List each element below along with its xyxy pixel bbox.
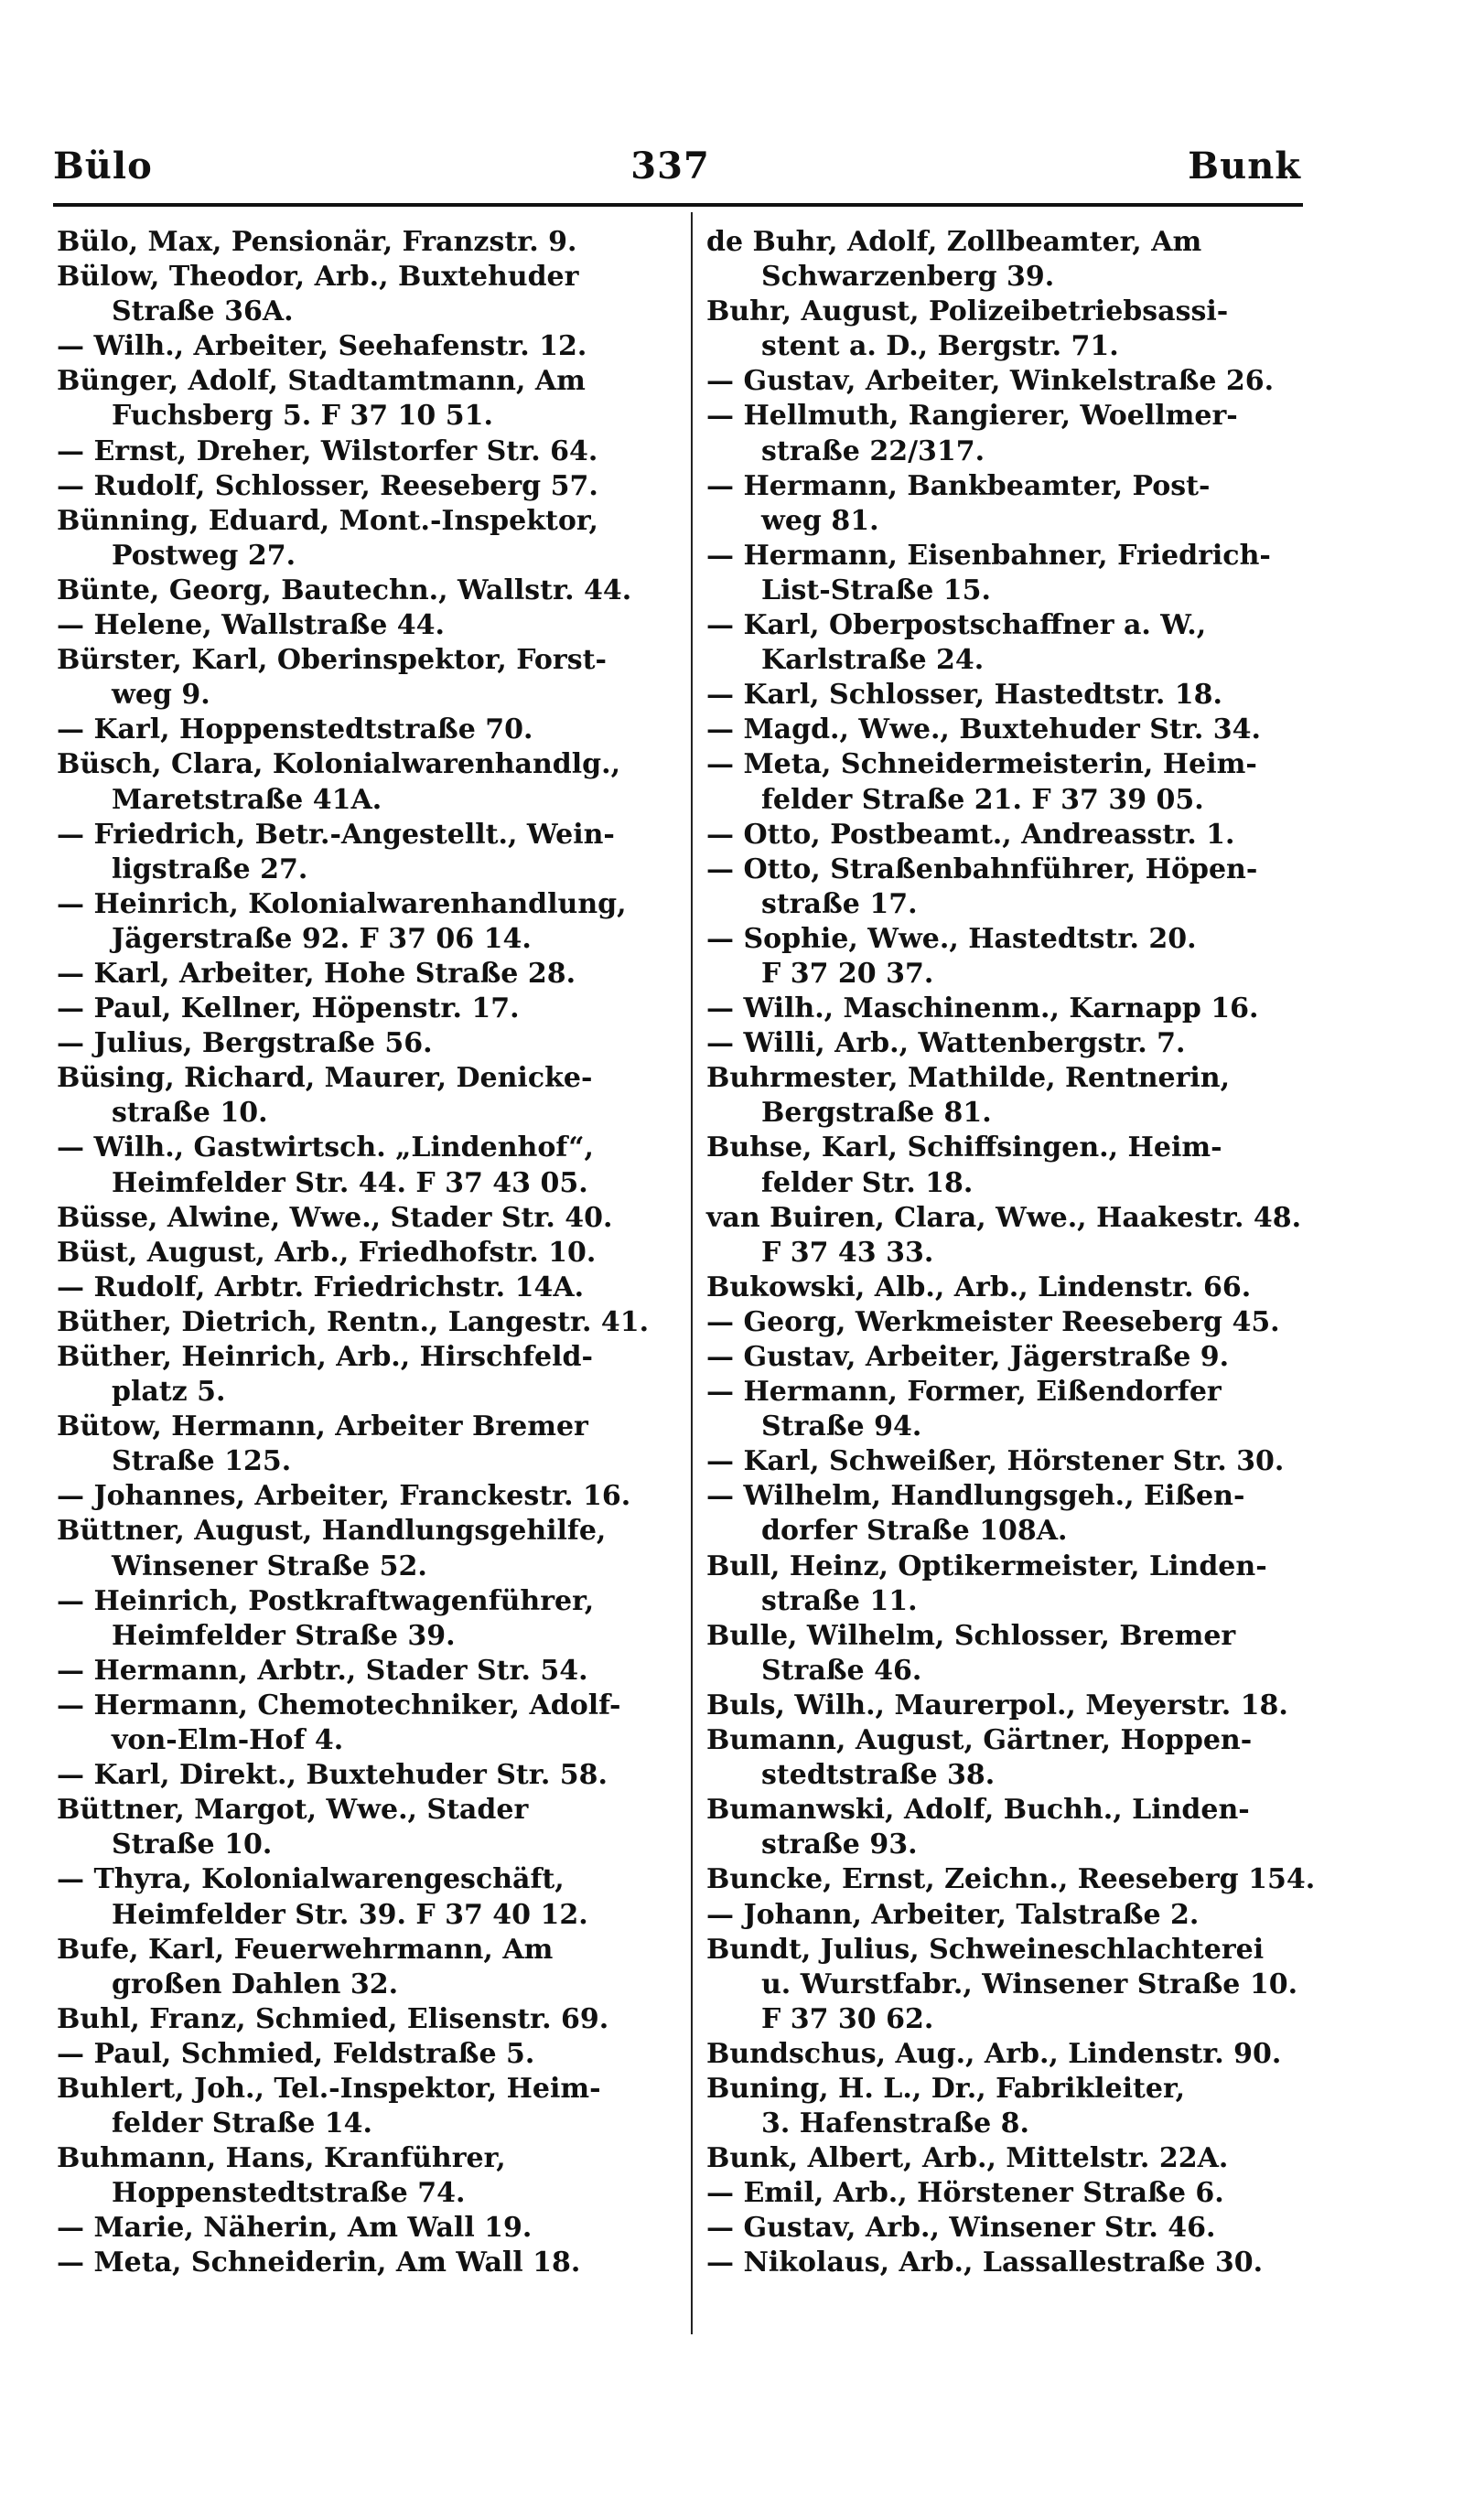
directory-entry-line: Büsing, Richard, Maurer, Denicke- (57, 1062, 593, 1095)
entry-continuation-line: Straße 46. (761, 1654, 922, 1687)
directory-entry-line: Bumann, August, Gärtner, Hoppen- (706, 1724, 1253, 1757)
directory-entry-line: — Wilh., Maschinenm., Karnapp 16. (706, 992, 1259, 1025)
directory-entry-line: — Sophie, Wwe., Hastedtstr. 20. (706, 922, 1197, 955)
directory-entry-line: — Magd., Wwe., Buxtehuder Str. 34. (706, 713, 1261, 746)
directory-entry-line: — Nikolaus, Arb., Lassallestraße 30. (706, 2247, 1264, 2279)
directory-entry-line: Bundschus, Aug., Arb., Lindenstr. 90. (706, 2037, 1282, 2070)
directory-entry-line: — Karl, Schlosser, Hastedtstr. 18. (706, 679, 1222, 712)
left-column (57, 225, 684, 2281)
directory-entry-line: Buhl, Franz, Schmied, Elisenstr. 69. (57, 2002, 609, 2035)
running-head-left: Bülo (53, 145, 153, 188)
directory-entry-line: van Buiren, Clara, Wwe., Haakestr. 48. (706, 1201, 1302, 1234)
entry-continuation-line: Heimfelder Straße 39. (112, 1619, 456, 1652)
directory-entry-line: — Wilh., Gastwirtsch. „Lindenhof“, (57, 1131, 594, 1164)
entry-continuation-line: 3. Hafenstraße 8. (761, 2107, 1029, 2140)
directory-entry-line: — Heinrich, Kolonialwarenhandlung, (57, 887, 627, 920)
directory-entry-line: — Johann, Arbeiter, Talstraße 2. (706, 1898, 1200, 1931)
entry-continuation-line: felder Straße 14. (112, 2107, 372, 2140)
directory-entry-line: Bünger, Adolf, Stadtamtmann, Am (57, 365, 586, 398)
directory-entry-line: Büttner, Margot, Wwe., Stader (57, 1794, 529, 1827)
directory-entry-line: Bull, Heinz, Optikermeister, Linden- (706, 1550, 1267, 1582)
directory-entry-line: Buls, Wilh., Maurerpol., Meyerstr. 18. (706, 1689, 1288, 1721)
directory-entry-line: — Karl, Oberpostschaffner a. W., (706, 609, 1207, 642)
entry-continuation-line: stedtstraße 38. (761, 1759, 996, 1792)
directory-entry-line: — Johannes, Arbeiter, Franckestr. 16. (57, 1480, 631, 1513)
entry-continuation-line: straße 22/317. (761, 434, 985, 467)
entry-continuation-line: straße 11. (761, 1584, 918, 1617)
directory-entry-line: Büther, Heinrich, Arb., Hirschfeld- (57, 1341, 593, 1373)
directory-entry-line: — Otto, Postbeamt., Andreasstr. 1. (706, 818, 1235, 851)
directory-entry-line: Bukowski, Alb., Arb., Lindenstr. 66. (706, 1271, 1252, 1303)
directory-entry-line: Bülo, Max, Pensionär, Franzstr. 9. (57, 226, 577, 258)
entry-continuation-line: ligstraße 27. (112, 853, 308, 885)
entry-continuation-line: straße 10. (112, 1097, 268, 1130)
directory-entry-line: de Buhr, Adolf, Zollbeamter, Am (706, 226, 1202, 258)
directory-entry-line: Buhrmester, Mathilde, Rentnerin, (706, 1062, 1231, 1095)
directory-entry-line: Bünning, Eduard, Mont.-Inspektor, (57, 504, 598, 537)
entry-continuation-line: Heimfelder Str. 39. F 37 40 12. (112, 1898, 588, 1931)
directory-entry-line: Büttner, August, Handlungsgehilfe, (57, 1515, 607, 1548)
directory-entry-line: — Paul, Schmied, Feldstraße 5. (57, 2037, 535, 2070)
directory-entry-line: — Karl, Schweißer, Hörstener Str. 30. (706, 1445, 1285, 1478)
entry-continuation-line: felder Str. 18. (761, 1166, 974, 1199)
directory-entry-line: Buhr, August, Polizeibetriebsassi- (706, 295, 1229, 328)
entry-continuation-line: Straße 94. (761, 1410, 922, 1443)
entry-continuation-line: straße 17. (761, 887, 918, 920)
entry-continuation-line: platz 5. (112, 1376, 226, 1409)
directory-entry-line: Büsch, Clara, Kolonialwarenhandlg., (57, 748, 621, 781)
directory-entry-line: — Hermann, Bankbeamter, Post- (706, 469, 1211, 502)
entry-continuation-line: weg 81. (761, 504, 879, 537)
directory-entry-line: Bürster, Karl, Oberinspektor, Forst- (57, 644, 607, 677)
directory-entry-line: — Karl, Hoppenstedtstraße 70. (57, 713, 533, 746)
column-divider (691, 212, 693, 2334)
directory-entry-line: — Georg, Werkmeister Reeseberg 45. (706, 1305, 1280, 1338)
directory-entry-line: — Gustav, Arbeiter, Jägerstraße 9. (706, 1341, 1230, 1373)
entry-continuation-line: Straße 10. (112, 1828, 273, 1861)
page-number: 337 (630, 145, 710, 188)
directory-entry-line: Bulle, Wilhelm, Schlosser, Bremer (706, 1619, 1236, 1652)
directory-entry-line: — Marie, Näherin, Am Wall 19. (57, 2212, 533, 2245)
directory-entry-line: Buhmann, Hans, Kranführer, (57, 2142, 506, 2175)
directory-entry-line: Bundt, Julius, Schweineschlachterei (706, 1933, 1265, 1966)
directory-entry-line: — Willi, Arb., Wattenbergstr. 7. (706, 1027, 1186, 1060)
directory-entry-line: — Ernst, Dreher, Wilstorfer Str. 64. (57, 434, 598, 467)
entry-continuation-line: F 37 43 33. (761, 1236, 934, 1269)
directory-entry-line: — Meta, Schneidermeisterin, Heim- (706, 748, 1257, 781)
directory-entry-line: — Hermann, Chemotechniker, Adolf- (57, 1689, 621, 1721)
entry-continuation-line: F 37 20 37. (761, 957, 934, 990)
directory-entry-line: Buhlert, Joh., Tel.-Inspektor, Heim- (57, 2072, 601, 2105)
directory-entry-line: — Hellmuth, Rangierer, Woellmer- (706, 400, 1238, 433)
directory-entry-line: — Meta, Schneiderin, Am Wall 18. (57, 2247, 581, 2279)
entry-continuation-line: Karlstraße 24. (761, 644, 985, 677)
directory-entry-line: — Karl, Arbeiter, Hohe Straße 28. (57, 957, 576, 990)
entry-continuation-line: stent a. D., Bergstr. 71. (761, 330, 1119, 363)
entry-continuation-line: von-Elm-Hof 4. (112, 1724, 344, 1757)
entry-continuation-line: Winsener Straße 52. (112, 1550, 427, 1582)
entry-continuation-line: Hoppenstedtstraße 74. (112, 2177, 466, 2210)
directory-entry-line: — Friedrich, Betr.-Angestellt., Wein- (57, 818, 615, 851)
right-column (706, 225, 1333, 2281)
entry-continuation-line: Straße 125. (112, 1445, 292, 1478)
directory-entry-line: — Otto, Straßenbahnführer, Höpen- (706, 853, 1258, 885)
entry-continuation-line: u. Wurstfabr., Winsener Straße 10. (761, 1968, 1298, 2000)
entry-continuation-line: dorfer Straße 108A. (761, 1515, 1068, 1548)
running-head-right: Bunk (1188, 145, 1301, 188)
directory-entry-line: — Emil, Arb., Hörstener Straße 6. (706, 2177, 1224, 2210)
entry-continuation-line: Bergstraße 81. (761, 1097, 992, 1130)
entry-continuation-line: weg 9. (112, 679, 210, 712)
directory-entry-line: — Gustav, Arbeiter, Winkelstraße 26. (706, 365, 1275, 398)
directory-entry-line: — Hermann, Arbtr., Stader Str. 54. (57, 1654, 588, 1687)
directory-entry-line: Bünte, Georg, Bautechn., Wallstr. 44. (57, 574, 632, 606)
entry-continuation-line: Jägerstraße 92. F 37 06 14. (112, 922, 532, 955)
directory-entry-line: Buhse, Karl, Schiffsingen., Heim- (706, 1131, 1222, 1164)
directory-entry-line: — Paul, Kellner, Höpenstr. 17. (57, 992, 520, 1025)
entry-continuation-line: Maretstraße 41A. (112, 783, 382, 816)
entry-continuation-line: großen Dahlen 32. (112, 1968, 399, 2000)
directory-entry-line: — Heinrich, Postkraftwagenführer, (57, 1584, 595, 1617)
directory-entry-line: Bunk, Albert, Arb., Mittelstr. 22A. (706, 2142, 1229, 2175)
directory-entry-line: — Thyra, Kolonialwarengeschäft, (57, 1863, 565, 1896)
directory-entry-line: — Karl, Direkt., Buxtehuder Str. 58. (57, 1759, 608, 1792)
directory-entry-line: — Helene, Wallstraße 44. (57, 609, 445, 642)
entry-continuation-line: straße 93. (761, 1828, 918, 1861)
running-head (53, 145, 1301, 199)
directory-entry-line: Bütow, Hermann, Arbeiter Bremer (57, 1410, 588, 1443)
directory-entry-line: — Rudolf, Schlosser, Reeseberg 57. (57, 469, 598, 502)
entry-continuation-line: Postweg 27. (112, 539, 296, 572)
directory-entry-line: Büther, Dietrich, Rentn., Langestr. 41. (57, 1305, 650, 1338)
directory-entry-line: Bumanwski, Adolf, Buchh., Linden- (706, 1794, 1250, 1827)
directory-entry-line: — Julius, Bergstraße 56. (57, 1027, 433, 1060)
directory-entry-line: — Wilhelm, Handlungsgeh., Eißen- (706, 1480, 1245, 1513)
directory-entry-line: Büst, August, Arb., Friedhofstr. 10. (57, 1236, 597, 1269)
entry-continuation-line: felder Straße 21. F 37 39 05. (761, 783, 1204, 816)
directory-entry-line: — Hermann, Eisenbahner, Friedrich- (706, 539, 1271, 572)
directory-entry-line: Buncke, Ernst, Zeichn., Reeseberg 154. (706, 1863, 1316, 1896)
entry-continuation-line: List-Straße 15. (761, 574, 991, 606)
directory-entry-line: Büsse, Alwine, Wwe., Stader Str. 40. (57, 1201, 613, 1234)
entry-continuation-line: Schwarzenberg 39. (761, 261, 1055, 294)
directory-entry-line: — Hermann, Former, Eißendorfer (706, 1376, 1222, 1409)
directory-entry-line: — Rudolf, Arbtr. Friedrichstr. 14A. (57, 1271, 585, 1303)
entry-continuation-line: Heimfelder Str. 44. F 37 43 05. (112, 1166, 588, 1199)
entry-continuation-line: F 37 30 62. (761, 2002, 934, 2035)
header-rule (53, 203, 1303, 207)
directory-entry-line: — Gustav, Arb., Winsener Str. 46. (706, 2212, 1216, 2245)
directory-entry-line: Buning, H. L., Dr., Fabrikleiter, (706, 2072, 1186, 2105)
directory-entry-line: — Wilh., Arbeiter, Seehafenstr. 12. (57, 330, 587, 363)
entry-continuation-line: Straße 36A. (112, 295, 294, 328)
entry-continuation-line: Fuchsberg 5. F 37 10 51. (112, 400, 493, 433)
directory-entry-line: Bufe, Karl, Feuerwehrmann, Am (57, 1933, 554, 1966)
directory-entry-line: Bülow, Theodor, Arb., Buxtehuder (57, 261, 579, 294)
